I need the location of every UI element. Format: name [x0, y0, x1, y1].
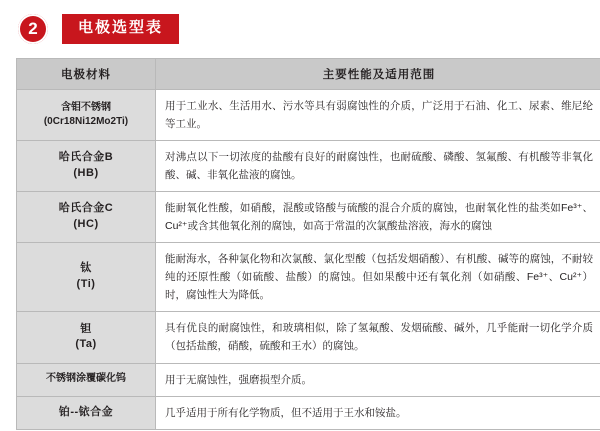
table-row [17, 90, 600, 141]
cell-material [17, 90, 156, 141]
material-code-line: (Ta) [75, 338, 97, 351]
table-row [17, 141, 600, 192]
table-row [17, 312, 600, 363]
cell-material [17, 243, 156, 312]
material-name-line: 不锈钢涂覆碳化钨 [46, 373, 126, 385]
table-row [17, 192, 600, 243]
material-code-line: (Ti) [76, 278, 96, 291]
table-head [17, 59, 600, 90]
material-code-line: (HC) [73, 218, 99, 231]
material-name-line: 哈氏合金B [58, 151, 114, 164]
table-row [17, 396, 600, 429]
cell-description: 具有优良的耐腐蚀性，和玻璃相似，除了氢氟酸、发烟硫酸、碱外，几乎能耐一切化学介质（包括盐酸，硝酸，硫酸和王水）的腐蚀。 [156, 312, 600, 363]
material-name-line: 钛 [80, 262, 92, 275]
cell-material [17, 396, 156, 429]
material-name-line: 铂--铱合金 [58, 405, 114, 418]
table-row [17, 363, 600, 396]
cell-material [17, 312, 156, 363]
table-row [17, 243, 600, 312]
electrode-selection-table [16, 58, 600, 430]
cell-description: 能耐氧化性酸，如硝酸，混酸或铬酸与硫酸的混合介质的腐蚀，也耐氧化性的盐类如Fe³⁺、Cu²⁺或含其他氧化剂的腐蚀，如高于常温的次氯酸盐溶液，海水的腐蚀 [156, 192, 600, 243]
cell-description: 用于工业水、生活用水、污水等具有弱腐蚀性的介质，广泛用于石油、化工、尿素、维尼纶等工业。 [156, 90, 600, 141]
cell-description: 能耐海水，各种氯化物和次氯酸、氯化型酸（包括发烟硝酸）、有机酸、碱等的腐蚀，不耐较纯的还原性酸（如硫酸、盐酸）的腐蚀。但如果酸中还有氧化剂（如硝酸、Fe³⁺、Cu²⁺）时，腐蚀性大为降低。 [156, 243, 600, 312]
table-header-row [17, 59, 600, 90]
material-name-line: 哈氏合金C [58, 202, 114, 215]
table-body [17, 90, 600, 430]
material-code-line: (0Cr18Ni12Mo2Ti) [43, 116, 129, 128]
cell-description: 对沸点以下一切浓度的盐酸有良好的耐腐蚀性，也耐硫酸、磷酸、氢氟酸、有机酸等非氧化酸、碱、非氧化盐液的腐蚀。 [156, 141, 600, 192]
cell-material [17, 192, 156, 243]
column-header-description: 主要性能及适用范围 [156, 59, 600, 90]
material-name-line: 含钼不锈钢 [61, 101, 111, 113]
column-header-material: 电极材料 [17, 59, 156, 90]
material-name-line: 钽 [80, 322, 92, 335]
page-title: 电极选型表 [62, 14, 179, 44]
cell-description: 用于无腐蚀性，强磨损型介质。 [156, 363, 600, 396]
cell-description: 几乎适用于所有化学物质，但不适用于王水和铵盐。 [156, 396, 600, 429]
cell-material [17, 363, 156, 396]
section-number-badge: 2 [18, 14, 48, 44]
cell-material [17, 141, 156, 192]
material-code-line: (HB) [73, 167, 99, 180]
section-header [16, 10, 584, 48]
